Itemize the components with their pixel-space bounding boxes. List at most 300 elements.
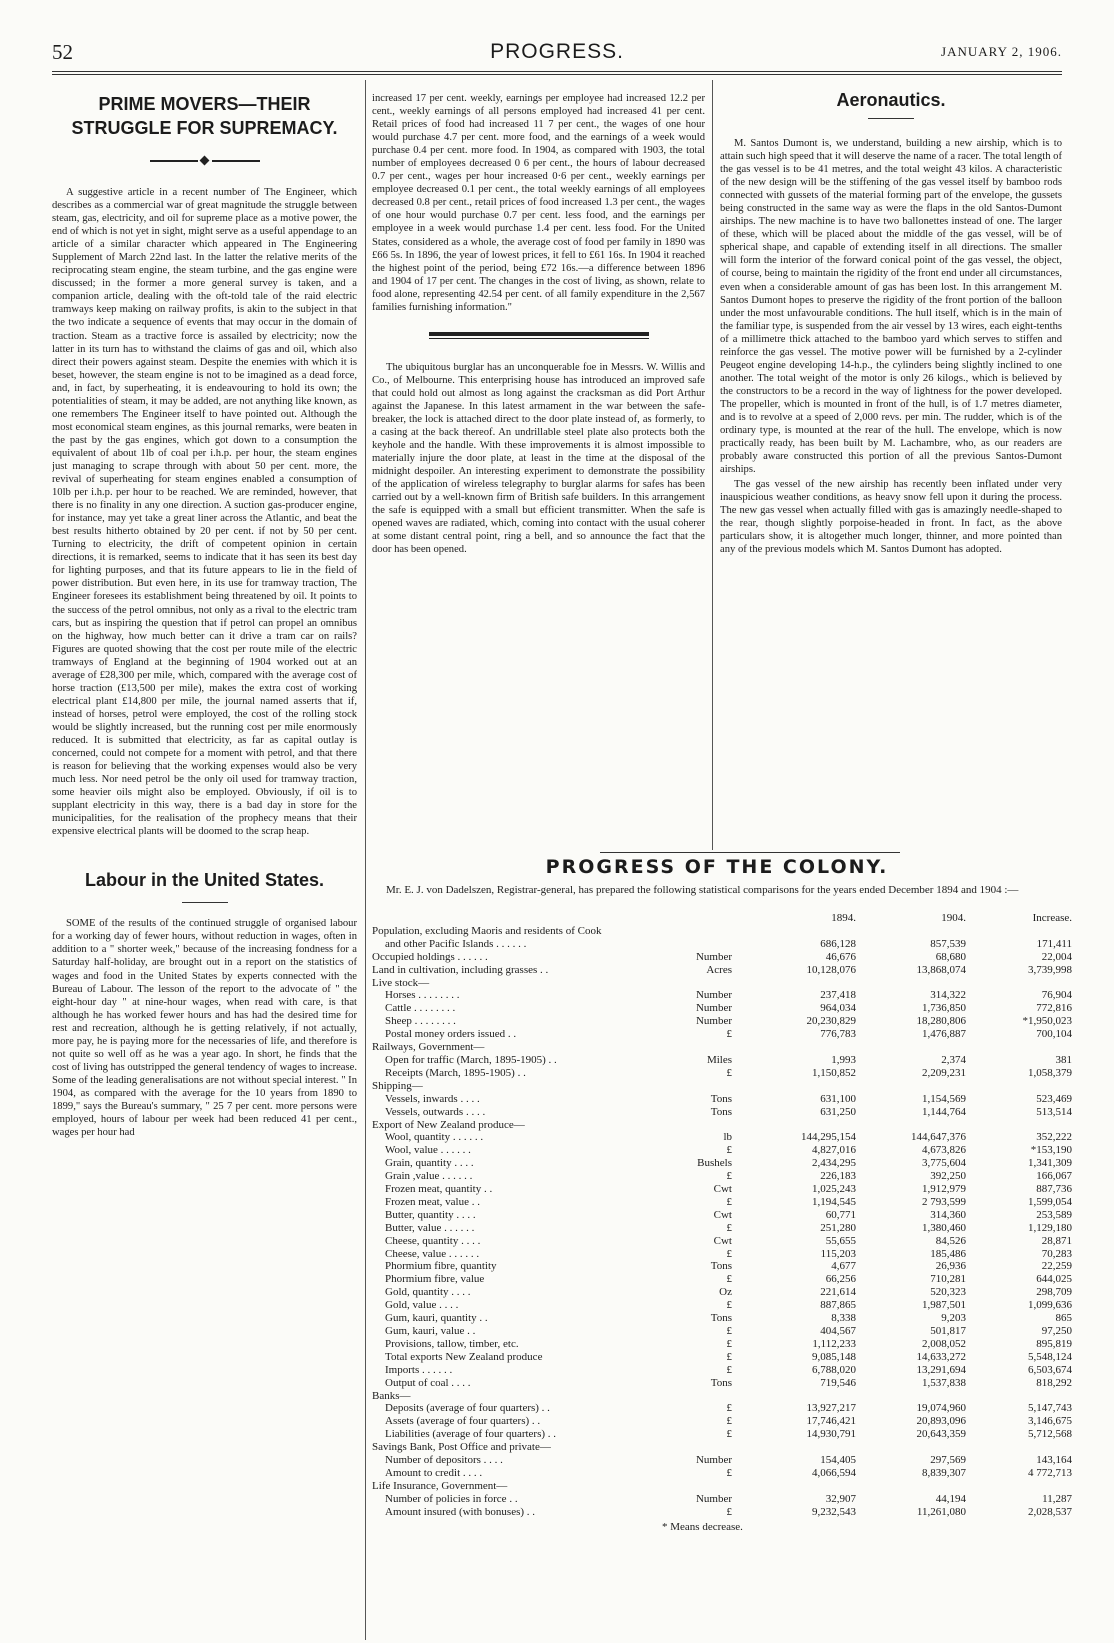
- value-1904: 9,203: [941, 1312, 966, 1325]
- row-unit: Bushels: [697, 1157, 732, 1170]
- value-increase: 1,099,636: [1028, 1299, 1072, 1312]
- row-label: Postal money orders issued . .: [385, 1028, 517, 1041]
- value-increase: 4 772,713: [1028, 1466, 1072, 1479]
- row-label: Cheese, value . . . . . .: [385, 1247, 480, 1260]
- table-row: [372, 1286, 1072, 1299]
- row-unit: £: [726, 1028, 732, 1041]
- value-1894: 221,614: [820, 1286, 856, 1299]
- row-label: Grain ,value . . . . . .: [385, 1170, 473, 1183]
- value-1894: [746, 925, 856, 938]
- value-1904: 1,537,838: [922, 1376, 966, 1389]
- row-unit: Tons: [710, 1260, 732, 1273]
- value-increase: [966, 1080, 1072, 1093]
- value-1894: 776,783: [820, 1028, 856, 1041]
- value-1894: 1,194,545: [812, 1195, 856, 1208]
- value-1894: 17,746,421: [806, 1415, 856, 1428]
- value-increase: *153,190: [1030, 1144, 1072, 1157]
- value-1904: 11,261,080: [916, 1505, 966, 1518]
- row-unit: £: [726, 1066, 732, 1079]
- row-label: Vessels, outwards . . . .: [385, 1105, 486, 1118]
- row-unit: £: [726, 1247, 732, 1260]
- value-1904: 13,291,694: [916, 1363, 966, 1376]
- value-1894: 964,034: [820, 1002, 856, 1015]
- value-1904: 710,281: [930, 1273, 966, 1286]
- value-1904: 1,144,764: [922, 1105, 966, 1118]
- value-1894: [746, 1390, 856, 1403]
- row-label: Assets (average of four quarters) . .: [385, 1415, 541, 1428]
- value-1904: 1,476,887: [922, 1028, 966, 1041]
- table-row: [372, 1248, 1072, 1261]
- table-row: [372, 951, 1072, 964]
- short-rule: [868, 118, 914, 119]
- header-rule-thin: [52, 74, 1062, 75]
- row-unit: £: [726, 1428, 732, 1441]
- footnote: * Means decrease.: [662, 1520, 743, 1533]
- table-row: [372, 1041, 1072, 1054]
- value-1904: [856, 1480, 966, 1493]
- column-divider: [712, 80, 713, 850]
- value-1904: 1,154,569: [922, 1092, 966, 1105]
- labour-body-continued: increased 17 per cent. weekly, earnings per employee had increased 12.2 per cent., weekly earnings of all persons employed had increased 41 per cent. Retail prices of food had increased 11 7 per cent., the wages of one hour would purchase 4.7 per cent. more food, and the earnings of a week would purchase 0.4 per cent. more food. In 1904, as compared with 1903, the total number of employees decreased 0 6 per cent., the hours of labour decreased 0.7 per cent., wages per hour increased 0·6 per cent., weekly earnings per employee decreased 0.1 per cent., the total weekly earnings of all employees decreased 0.8 per cent., retail prices of food increased 1.3 per cent., the wages of one hour would purchase 0.7 per cent. less food, and the earnings per employee in a week would purchase 1.4 per cent. less food. For the United States, considered as a whole, the average cost of food per family in 1890 was £66 5s. In 1896, the year of lowest prices, it fell to £61 16s. In 1904 it reached the highest point of the period, being £72 16s.—a difference between 1896 and 1904 of 17 per cent. The changes in the cost of living, as shown, relate to food alone, representing 42.54 per cent. of all family expenditure in the 2,567 families furnishing information.": [372, 93, 705, 313]
- row-unit: [672, 925, 746, 938]
- row-unit: Cwt: [713, 1208, 732, 1221]
- value-1894: 1,993: [831, 1053, 856, 1066]
- row-unit: £: [726, 1195, 732, 1208]
- row-unit: £: [726, 1402, 732, 1415]
- row-label: Cattle . . . . . . . .: [385, 1002, 456, 1015]
- row-unit: £: [726, 1415, 732, 1428]
- row-label: Land in cultivation, including grasses . .: [372, 963, 549, 976]
- table-row: [372, 989, 1072, 1002]
- colony-intro-block: [372, 884, 1062, 897]
- value-1904: [856, 1080, 966, 1093]
- row-unit: £: [726, 1299, 732, 1312]
- row-label: Frozen meat, value . .: [385, 1195, 480, 1208]
- value-1904: 2 793,599: [922, 1195, 966, 1208]
- value-1894: 10,128,076: [806, 963, 856, 976]
- row-label: Life Insurance, Government—: [372, 1479, 508, 1492]
- table-row: [372, 1299, 1072, 1312]
- value-1894: 1,025,243: [812, 1183, 856, 1196]
- row-label: Receipts (March, 1895-1905) . .: [385, 1066, 526, 1079]
- table-row: [372, 1106, 1072, 1119]
- value-1904: 1,736,850: [922, 1002, 966, 1015]
- value-increase: 1,058,379: [1028, 1066, 1072, 1079]
- table-row: [372, 1480, 1072, 1493]
- table-row: [372, 1183, 1072, 1196]
- row-unit: Number: [695, 1002, 732, 1015]
- colony-heading: [372, 856, 1062, 878]
- value-increase: 143,164: [1036, 1454, 1072, 1467]
- table-row: [372, 1054, 1072, 1067]
- value-1904: 2,008,052: [922, 1337, 966, 1350]
- table-row: [372, 1415, 1072, 1428]
- value-increase: 1,341,309: [1028, 1157, 1072, 1170]
- value-1894: 8,338: [831, 1312, 856, 1325]
- table-row: [372, 1028, 1072, 1041]
- row-unit: Tons: [710, 1092, 732, 1105]
- value-1894: [746, 1480, 856, 1493]
- value-1904: [856, 1119, 966, 1132]
- value-increase: 523,469: [1036, 1092, 1072, 1105]
- value-1894: 4,677: [831, 1260, 856, 1273]
- table-row: [372, 1157, 1072, 1170]
- row-label: Gold, quantity . . . .: [385, 1286, 471, 1299]
- value-increase: [966, 1041, 1072, 1054]
- row-unit: [672, 1390, 746, 1403]
- value-1904: 1,987,501: [922, 1299, 966, 1312]
- value-1894: [746, 1041, 856, 1054]
- value-increase: 3,146,675: [1028, 1415, 1072, 1428]
- labour-title: Labour in the United States.: [84, 870, 325, 891]
- aeronautics-body: M. Santos Dumont is, we understand, building a new airship, which is to attain such high speed that it will deserve the name of a racer. The total length of the gas vessel is to be 41 metres, and the total weight 43 kilos. A characteristic of the new design will be the stiffening of the gas vessel itself by bamboo rods connected with gussets of the material forming part of the envelope, the gussets being constructed in the same way as were the flaps in the old Santos-Dumont airships. The new machine is to have two ballonettes instead of one. The larger of these, which will be placed about the middle of the gas vessel, will be of spherical shape, and capable of extending itself in all directions. The smaller will form the interior of the forward conical point of the gas vessel, the object, of course, being to maintain the rigidity of the front end under all circumstances, even when a considerable amount of gas has been lost. In this arrangement M. Santos Dumont hopes to preserve the rigidity of the front portion of the balloon under the most unfavourable conditions. The hull itself, which is in the main of the familiar type, is suspended from the air vessel by 13 wires, each eight-tenths of a millimetre thick attached to the bamboo yard which serves to stiffen and reinforce the gas vessel. The motive power will be furnished by a 2-cylinder Peugeot engine developing 14-h.p., the cylinders being slightly inclined to one another. The total weight of the motor is only 26 kilogs., which is believed by the constructors to be a record in the way of lightness for the power developed. The propeller, which is mounted in front of the hull, is of 1.7 metres diameter, and is to revolve at a speed of 2,000 revs. per min. The rudder, which is of the ordinary type, is mounted at the rear of the hull. The envelope, which is now practically ready, has been built by M. Lachambre, who, as our readers are probably aware constructed this portion of all the previous Santos-Dumont airships.: [720, 138, 1062, 476]
- value-1904: 501,817: [930, 1325, 966, 1337]
- value-increase: 887,736: [1036, 1183, 1072, 1196]
- value-1894: 32,907: [825, 1492, 856, 1505]
- row-label: Horses . . . . . . . .: [385, 989, 460, 1002]
- value-1894: 719,546: [820, 1376, 856, 1389]
- value-increase: 11,287: [1042, 1492, 1072, 1505]
- value-1904: [856, 1041, 966, 1054]
- row-unit: Oz: [719, 1286, 732, 1299]
- value-increase: 22,004: [1041, 950, 1072, 963]
- value-increase: 70,283: [1041, 1247, 1072, 1260]
- value-1894: 60,771: [825, 1208, 856, 1221]
- table-row: [372, 1002, 1072, 1015]
- row-label: Butter, quantity . . . .: [385, 1208, 476, 1221]
- value-1904: 520,323: [930, 1286, 966, 1299]
- prime-movers-title: PRIME MOVERS—THEIR STRUGGLE FOR SUPREMACY.: [71, 94, 338, 138]
- row-unit: Number: [695, 1492, 732, 1505]
- value-1894: 631,250: [820, 1105, 856, 1118]
- table-row: [372, 1338, 1072, 1351]
- table-row: [372, 977, 1072, 990]
- table-row: [372, 1312, 1072, 1325]
- row-unit: £: [726, 1350, 732, 1363]
- row-label: Wool, value . . . . . .: [385, 1144, 471, 1157]
- value-1904: [856, 977, 966, 990]
- value-1894: 9,232,543: [812, 1505, 856, 1518]
- row-label: Gum, kauri, value . .: [385, 1325, 476, 1337]
- value-1904: 68,680: [935, 950, 966, 963]
- masthead: PROGRESS.: [490, 40, 624, 63]
- value-1894: 6,788,020: [812, 1363, 856, 1376]
- value-1904: 44,194: [935, 1492, 966, 1505]
- row-unit: £: [726, 1466, 732, 1479]
- table-row: [372, 1144, 1072, 1157]
- table-row: [372, 1209, 1072, 1222]
- row-label: Deposits (average of four quarters) . .: [385, 1402, 550, 1415]
- row-label: Sheep . . . . . . . .: [385, 1015, 456, 1028]
- value-1904: 297,569: [930, 1454, 966, 1467]
- value-1894: 404,567: [820, 1325, 856, 1337]
- row-label: Number of policies in force . .: [385, 1492, 518, 1505]
- value-1904: [856, 925, 966, 938]
- row-label: Open for traffic (March, 1895-1905) . .: [385, 1053, 557, 1066]
- value-1904: 84,526: [935, 1234, 966, 1247]
- row-label: Amount to credit . . . .: [385, 1466, 483, 1479]
- value-increase: 2,028,537: [1028, 1505, 1072, 1518]
- table-row: [372, 1067, 1072, 1080]
- value-increase: 700,104: [1036, 1028, 1072, 1041]
- value-1894: 251,280: [820, 1221, 856, 1234]
- row-unit: £: [726, 1221, 732, 1234]
- row-label: and other Pacific Islands . . . . . .: [385, 937, 527, 950]
- aeronautics-title: Aeronautics.: [836, 90, 946, 110]
- row-label: Number of depositors . . . .: [385, 1454, 503, 1467]
- value-increase: 5,548,124: [1028, 1350, 1072, 1363]
- value-increase: 97,250: [1041, 1325, 1072, 1337]
- row-unit: £: [726, 1273, 732, 1286]
- value-increase: 5,712,568: [1028, 1428, 1072, 1441]
- row-unit: lb: [723, 1131, 732, 1144]
- row-unit: Acres: [706, 963, 732, 976]
- colony-title: PROGRESS OF THE COLONY.: [545, 856, 889, 878]
- page-number: 52: [52, 40, 73, 64]
- value-increase: [966, 1390, 1072, 1403]
- row-label: Railways, Government—: [372, 1041, 485, 1054]
- row-unit: £: [726, 1505, 732, 1518]
- value-1894: 887,865: [820, 1299, 856, 1312]
- value-1894: 4,066,594: [812, 1466, 856, 1479]
- table-row: [372, 1351, 1072, 1364]
- value-increase: 772,816: [1036, 1002, 1072, 1015]
- value-1904: 314,360: [930, 1208, 966, 1221]
- value-1904: 1,912,979: [922, 1183, 966, 1196]
- row-label: Export of New Zealand produce—: [372, 1118, 525, 1131]
- row-label: Phormium fibre, value: [385, 1273, 485, 1286]
- table-row: [372, 1402, 1072, 1415]
- table-row: [372, 1377, 1072, 1390]
- value-1904: 392,250: [930, 1170, 966, 1183]
- value-1894: 631,100: [820, 1092, 856, 1105]
- value-increase: 22,259: [1041, 1260, 1072, 1273]
- table-row: [372, 1131, 1072, 1144]
- row-unit: [672, 977, 746, 990]
- row-label: Total exports New Zealand produce: [385, 1350, 543, 1363]
- row-unit: [672, 938, 746, 951]
- row-label: Output of coal . . . .: [385, 1376, 471, 1389]
- statistics-header-row: [372, 912, 1072, 925]
- table-row: [372, 1506, 1072, 1519]
- row-unit: £: [726, 1325, 732, 1337]
- table-row: [372, 964, 1072, 977]
- table-row: [372, 925, 1072, 938]
- value-increase: 895,819: [1036, 1337, 1072, 1350]
- value-1894: 237,418: [820, 989, 856, 1002]
- value-1894: 4,827,016: [812, 1144, 856, 1157]
- table-row: [372, 1441, 1072, 1454]
- prime-movers-body: A suggestive article in a recent number of The Engineer, which describes as a commercial war of great magnitude the struggle between steam, gas, electricity, and oil for supreme place as a motive power, the end of which is not yet in sight, might serve as a useful appendage to an article of a similar character which appeared in The Engineering Supplement of March 22nd last. In the latter the relative merits of the reciprocating steam engine, the steam turbine, and the gas engine were discussed; in the former a more general survey is taken, and a companion article, dealing with the oft-told tale of the raid electric tramways keep making on railway profits, is akin to the subject in that the two indicate a sequence of events that may occur in the domain of traction. Steam as a tractive force is assailed by electricity; now the latter in its turn has to withstand the claims of gas and oil, which also direct their powers against steam. Despite the enemies with which it is beset, however, the steam engine is not to be imagined as a dead force, and, in fact, by superheating, it is endeavouring to hold its own; the potentialities of steam, it may be added, are not anything like known, as one remembers The Engineer itself to have pointed out. Although the most economical steam engines, as this journal remarks, were beaten in the past by the gas engines, which got down to a consumption the equivalent of about 1lb of coal per i.h.p. per hour, the steam engines just managing to scrape through with about 50 per cent. more, the revival of superheating for steam engines enabled a consumption of 10lb per i.h.p. per hour to be reached. We are reminded, however, that there is no finality in any one direction. A suction gas-producer engine, for instance, may yet take a great liner across the Atlantic, and beat the best results hitherto obtained by 20 per cent. if not by 50 per cent. Turning to electricity, the drift of competent opinion in certain directions, it is remarked, seems to indicate that it has seen its best day for lighting purposes, and that its future appears to lie in the field of power distribution. But even here, in its use for tramway traction, The Engineer foresees its establishment being threatened by oil. It points to the success of the petrol omnibus, not only as a rival to the electric tram cars, but as inspiring the question that if petrol can propel an omnibus on the highway, how much better can it drive a tram car on rails? Figures are quoted showing that the cost per route mile of the electric tramways of England at the beginning of 1904 worked out at an average of £28,300 per mile, which, compared with the average cost of horse traction (£13,500 per mile), makes the extra cost of working electrical plant £14,800 per mile, the journal named asserts that if, instead of horses, petrol were employed, the cost of the rolling stock would be slightly increased, but the running cost per mile enormously reduced. It is submitted that electricity, as far as capital outlay is concerned, could not compete for a moment with petrol, and that there is reason for believing that the working expenses would also be very much less. Nor need petrol be the only oil used for tramway traction, some heavier oils might also be employed. Obviously, if oil is to supplant electricity in this way, there is a bad day in store for the municipalities, for the realisation of the prophecy means that their expensive electrical plants will be doomed to the scrap heap.: [52, 187, 357, 838]
- value-increase: [966, 1441, 1072, 1454]
- value-1904: 1,380,460: [922, 1221, 966, 1234]
- row-unit: Number: [695, 989, 732, 1002]
- row-label: Frozen meat, quantity . .: [385, 1183, 493, 1196]
- row-unit: [672, 1480, 746, 1493]
- value-1894: 46,676: [825, 950, 856, 963]
- table-row: [372, 1222, 1072, 1235]
- value-increase: 253,589: [1036, 1208, 1072, 1221]
- row-label: Wool, quantity . . . . . .: [385, 1131, 484, 1144]
- value-1894: 1,150,852: [812, 1066, 856, 1079]
- table-row: [372, 1325, 1072, 1338]
- row-label: Gum, kauri, quantity . .: [385, 1312, 488, 1325]
- row-label: Liabilities (average of four quarters) . .: [385, 1428, 557, 1441]
- row-unit: Number: [695, 1454, 732, 1467]
- row-label: Gold, value . . . .: [385, 1299, 459, 1312]
- row-label: Butter, value . . . . . .: [385, 1221, 475, 1234]
- value-1904: 2,374: [941, 1053, 966, 1066]
- statistics-table: [372, 912, 1072, 1519]
- row-label: Grain, quantity . . . .: [385, 1157, 474, 1170]
- row-label: Savings Bank, Post Office and private—: [372, 1441, 551, 1454]
- value-1894: 9,085,148: [812, 1350, 856, 1363]
- value-1894: 55,655: [825, 1234, 856, 1247]
- ornament-divider: [150, 154, 260, 168]
- table-row: [372, 1493, 1072, 1506]
- value-increase: 818,292: [1036, 1376, 1072, 1389]
- table-row: [372, 1260, 1072, 1273]
- value-1894: [746, 1080, 856, 1093]
- row-unit: £: [726, 1363, 732, 1376]
- double-rule: [429, 332, 649, 339]
- row-unit: Tons: [710, 1105, 732, 1118]
- colony-statistics: [372, 912, 1072, 1533]
- aeronautics-body-2: The gas vessel of the new airship has recently been inflated under very inauspicious weather conditions, as heavy snow fell upon it during the process. The new gas vessel when actually filled with gas is amazingly needle-shaped to the rear, though slightly porpoise-headed in front. In fact, as the above particulars show, it is altogether much longer, thinner, and more pointed than any of the previous models which M. Santos Dumont has adopted.: [720, 479, 1062, 556]
- row-label: Banks—: [372, 1389, 411, 1402]
- burglar-body: The ubiquitous burglar has an unconquerable foe in Messrs. W. Willis and Co., of Melbourne. This enterprising house has introduced an improved safe that could hold out almost as long against the cracksman as did Port Arthur against the Japanese. In this latest armament in the war between the safe-breaker, the lock is attached direct to the door plate instead of, as formerly, to a casing at the back thereof. An undrillable steel plate also protects both the keyhole and the handle. With these improvements it is almost impossible to materially injure the door plate, at least in the time at the disposal of the midnight despoiler. An interesting experiment to demonstrate the possibility of the application of wireless telegraphy to burglar alarms for safes has been carried out by a well-known firm of British safe builders. In this arrangement the safe is equipped with a small but efficient transmitter. When the safe is opened waves are radiated, which, coming into contact with the usual coherer at some distant central point, ring a bell, and so announce the fact that the door has been opened.: [372, 361, 705, 556]
- value-increase: 298,709: [1036, 1286, 1072, 1299]
- value-1894: 226,183: [820, 1170, 856, 1183]
- value-increase: *1,950,023: [1022, 1015, 1072, 1028]
- section-rule: [600, 852, 900, 853]
- value-1894: [746, 1441, 856, 1454]
- table-row: [372, 1119, 1072, 1132]
- value-1894: 144,295,154: [801, 1131, 856, 1144]
- value-1904: 13,868,074: [916, 963, 966, 976]
- row-unit: [672, 1080, 746, 1093]
- value-1904: 14,633,272: [916, 1350, 966, 1363]
- row-unit: Miles: [706, 1053, 732, 1066]
- value-increase: 166,067: [1036, 1170, 1072, 1183]
- table-row: [372, 1235, 1072, 1248]
- value-1894: [746, 977, 856, 990]
- row-unit: Number: [695, 1015, 732, 1028]
- row-label: Phormium fibre, quantity: [385, 1260, 497, 1273]
- value-increase: 6,503,674: [1028, 1363, 1072, 1376]
- value-1894: 13,927,217: [806, 1402, 856, 1415]
- header-rule: [52, 71, 1062, 72]
- colony-intro: Mr. E. J. von Dadelszen, Registrar-general, has prepared the following statistical comparisons for the years ended December 1894 and 1904 :—: [386, 884, 1019, 896]
- value-1904: 2,209,231: [922, 1066, 966, 1079]
- table-row: [372, 1273, 1072, 1286]
- row-unit: Cwt: [713, 1183, 732, 1196]
- table-row: [372, 1170, 1072, 1183]
- value-increase: 1,599,054: [1028, 1195, 1072, 1208]
- table-row: [372, 1454, 1072, 1467]
- article-column-right: [720, 88, 1062, 848]
- table-row: [372, 1196, 1072, 1209]
- column-header: Increase.: [1032, 912, 1072, 924]
- table-row: [372, 1093, 1072, 1106]
- row-label: Amount insured (with bonuses) . .: [385, 1505, 536, 1518]
- row-unit: Number: [695, 950, 732, 963]
- table-row: [372, 1080, 1072, 1093]
- article-column-left: [52, 92, 357, 1637]
- value-increase: 381: [1055, 1053, 1072, 1066]
- value-increase: [966, 977, 1072, 990]
- short-rule: [182, 902, 228, 903]
- value-1894: 2,434,295: [812, 1157, 856, 1170]
- row-label: Shipping—: [372, 1079, 423, 1092]
- value-1904: 3,775,604: [922, 1157, 966, 1170]
- value-1894: 154,405: [820, 1454, 856, 1467]
- value-1904: 185,486: [930, 1247, 966, 1260]
- column-divider: [365, 80, 366, 1640]
- value-1894: [746, 1119, 856, 1132]
- value-increase: 76,904: [1041, 989, 1072, 1002]
- value-1904: [856, 1441, 966, 1454]
- value-increase: [966, 1480, 1072, 1493]
- value-increase: 1,129,180: [1028, 1221, 1072, 1234]
- value-1904: 314,322: [930, 989, 966, 1002]
- value-1894: 115,203: [820, 1247, 856, 1260]
- row-label: Occupied holdings . . . . . .: [372, 950, 488, 963]
- row-label: Live stock—: [372, 976, 430, 989]
- value-1904: 19,074,960: [916, 1402, 966, 1415]
- row-label: Cheese, quantity . . . .: [385, 1234, 481, 1247]
- value-increase: 5,147,743: [1028, 1402, 1072, 1415]
- value-1894: 14,930,791: [806, 1428, 856, 1441]
- row-unit: Tons: [710, 1312, 732, 1325]
- row-unit: [672, 1441, 746, 1454]
- value-increase: 352,222: [1036, 1131, 1072, 1144]
- value-increase: 171,411: [1036, 937, 1072, 950]
- value-increase: 513,514: [1036, 1105, 1072, 1118]
- row-unit: Tons: [710, 1376, 732, 1389]
- table-row: [372, 1364, 1072, 1377]
- row-unit: £: [726, 1337, 732, 1350]
- row-label: Provisions, tallow, timber, etc.: [385, 1337, 519, 1350]
- value-1894: 66,256: [825, 1273, 856, 1286]
- value-increase: 644,025: [1036, 1273, 1072, 1286]
- column-header: 1894.: [831, 912, 856, 924]
- table-row: [372, 938, 1072, 951]
- table-row: [372, 1390, 1072, 1403]
- issue-date: JANUARY 2, 1906.: [941, 44, 1062, 59]
- labour-body: SOME of the results of the continued struggle of organised labour for a working day of fewer hours, without reduction in wages, often in addition to a " shorter week," because of the increasing fondness for a Saturday half-holiday, are brought out in a report on the statistics of wages and food in the United States by experts connected with the Bureau of Labour. The lesson of the report to the advocate of " the eight-hour day " at nine-hour wages, when read with care, is that although he has worked fewer hours and has had the desired time for rest and recreation, although he is getting relatively, if not actually, more pay, he is paying more for the necessaries of life, and therefore is not quite so well off as he was a year ago. In short, he finds that the cost of living has outstripped the general tendency of wages to increase. Some of the leading generalisations are not without special interest. " In 1904, as compared with the average for the 10 years from 1890 to 1899," says the Bureau's summary, " 25 7 per cent. more persons were employed, hours of labour per week had been reduced 41 per cent., wages per hour had: [52, 918, 357, 1139]
- row-unit: Cwt: [713, 1234, 732, 1247]
- value-increase: [966, 1119, 1072, 1132]
- value-1904: 857,539: [930, 937, 966, 950]
- table-row: [372, 1467, 1072, 1480]
- value-1904: [856, 1390, 966, 1403]
- page-header: [52, 40, 1062, 70]
- value-increase: 28,871: [1041, 1234, 1072, 1247]
- value-1904: 8,839,307: [922, 1466, 966, 1479]
- row-label: Imports . . . . . .: [385, 1363, 453, 1376]
- article-column-middle: [372, 92, 705, 842]
- value-1904: 18,280,806: [916, 1015, 966, 1028]
- row-label: Vessels, inwards . . . .: [385, 1092, 480, 1105]
- value-increase: [966, 925, 1072, 938]
- value-1894: 20,230,829: [806, 1015, 856, 1028]
- row-unit: [672, 1119, 746, 1132]
- row-label: Population, excluding Maoris and residents of Cook: [372, 924, 602, 937]
- value-1894: 1,112,233: [812, 1337, 856, 1350]
- value-1894: 686,128: [820, 937, 856, 950]
- value-1904: 20,643,359: [916, 1428, 966, 1441]
